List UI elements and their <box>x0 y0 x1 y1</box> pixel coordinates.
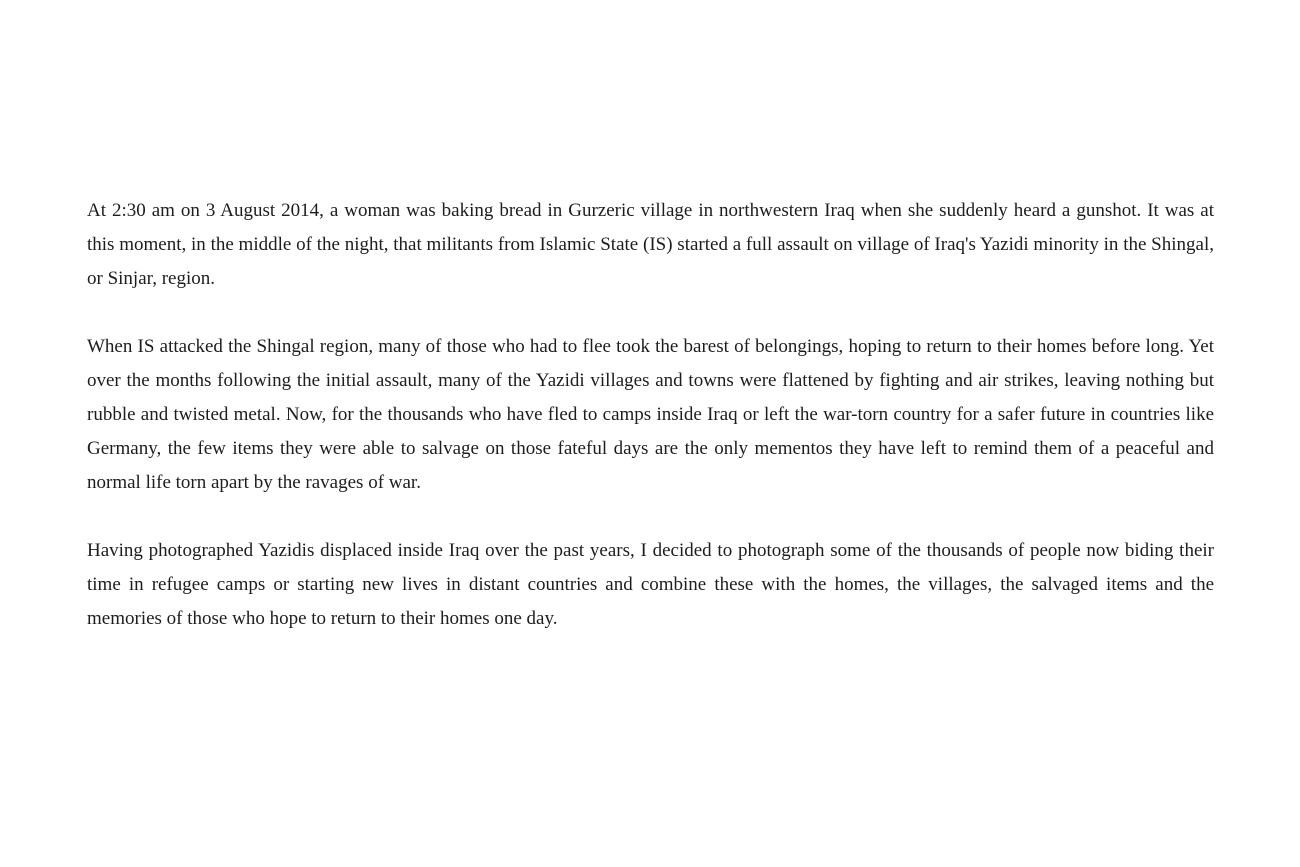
document-body <box>87 194 1214 636</box>
paragraph-project: Having photographed Yazidis displaced inside Iraq over the past years, I decided to photograph some of the thousands of people now biding their time in refugee camps or starting new lives in distant countries and combine these with the homes, the villages, the salvaged items and the memories of those who hope to return to their homes one day. <box>87 540 1214 629</box>
paragraph-intro: At 2:30 am on 3 August 2014, a woman was baking bread in Gurzeric village in northwestern Iraq when she suddenly heard a gunshot. It was at this moment, in the middle of the night, that militants from Islamic State (IS) started a full assault on village of Iraq's Yazidi minority in the Shingal, or Sinjar, region. <box>87 200 1214 289</box>
paragraph-flight: When IS attacked the Shingal region, many of those who had to flee took the barest of belongings, hoping to return to their homes before long. Yet over the months following the initial assault, many of the Yazidi villages and towns were flattened by fighting and air strikes, leaving nothing but rubble and twisted metal. Now, for the thousands who have fled to camps inside Iraq or left the war-torn country for a safer future in countries like Germany, the few items they were able to salvage on those fateful days are the only mementos they have left to remind them of a peaceful and normal life torn apart by the ravages of war. <box>87 336 1214 493</box>
